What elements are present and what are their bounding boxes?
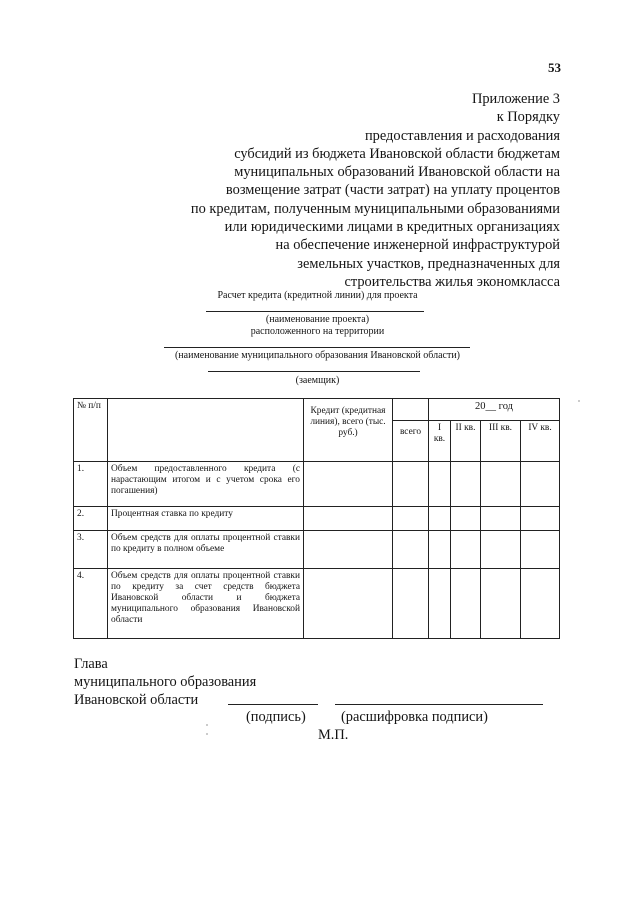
form-title: Расчет кредита (кредитной линии) для проекта bbox=[217, 290, 418, 301]
signature-line-3: Ивановской области bbox=[74, 692, 199, 708]
cell-q2 bbox=[451, 569, 481, 639]
cell-q4 bbox=[521, 462, 560, 507]
signature-line-1: Глава bbox=[74, 656, 108, 672]
row-indicator: Объем средств для оплаты процентной ставки по кредиту в полном объеме bbox=[108, 531, 304, 569]
cell-q1 bbox=[429, 569, 451, 639]
cell-credit bbox=[304, 531, 393, 569]
table-row bbox=[74, 531, 560, 569]
row-indicator: Объем предоставленного кредита (с нарастающим итогом и с учетом срока его погашения) bbox=[108, 462, 304, 507]
row-num: 4. bbox=[74, 569, 108, 639]
stamp-place: М.П. bbox=[318, 727, 349, 743]
row-indicator: Процентная ставка по кредиту bbox=[108, 507, 304, 531]
header-year: 20__ год bbox=[429, 399, 560, 421]
cell-total bbox=[393, 462, 429, 507]
header-indicator bbox=[108, 399, 304, 462]
borrower-line bbox=[208, 371, 420, 372]
cell-q1 bbox=[429, 531, 451, 569]
credit-table bbox=[73, 398, 560, 639]
header-total: всего bbox=[393, 421, 429, 462]
row-indicator: Объем средств для оплаты процентной ставки по кредиту за счет средств бюджета Ивановской области и бюджета муниципального образования Ивановской области bbox=[108, 569, 304, 639]
cell-q2 bbox=[451, 531, 481, 569]
cell-q1 bbox=[429, 507, 451, 531]
appendix-line: предоставления и расходования bbox=[364, 127, 560, 144]
page-number: 53 bbox=[548, 60, 561, 75]
header-q2: II кв. bbox=[451, 421, 481, 462]
signature-decode-field bbox=[335, 704, 543, 705]
cell-total bbox=[393, 569, 429, 639]
row-num: 1. bbox=[74, 462, 108, 507]
header-blank bbox=[393, 399, 429, 421]
appendix-line: земельных участков, предназначенных для bbox=[297, 255, 560, 272]
appendix-line: Приложение 3 bbox=[471, 91, 560, 107]
scan-speck bbox=[578, 400, 580, 402]
project-name-line bbox=[206, 311, 424, 312]
cell-credit bbox=[304, 569, 393, 639]
row-num: 2. bbox=[74, 507, 108, 531]
location-caption: расположенного на территории bbox=[250, 326, 385, 337]
appendix-line: строительства жилья экономкласса bbox=[344, 273, 560, 290]
table-row bbox=[74, 569, 560, 639]
header-q4: IV кв. bbox=[521, 421, 560, 462]
cell-q2 bbox=[451, 462, 481, 507]
scan-speck bbox=[206, 724, 208, 726]
appendix-line: муниципальных образований Ивановской области на bbox=[234, 164, 560, 181]
appendix-line: возмещение затрат (части затрат) на уплату процентов bbox=[225, 182, 560, 199]
appendix-line: субсидий из бюджета Ивановской области бюджетам bbox=[234, 145, 560, 162]
cell-q2 bbox=[451, 507, 481, 531]
table-row bbox=[74, 507, 560, 531]
cell-q3 bbox=[481, 569, 521, 639]
cell-total bbox=[393, 531, 429, 569]
header-num: № п/п bbox=[74, 399, 108, 462]
cell-q4 bbox=[521, 569, 560, 639]
municipality-caption: (наименование муниципального образования Ивановской области) bbox=[174, 350, 461, 361]
signature-caption: (подпись) bbox=[246, 709, 306, 725]
signature-field bbox=[228, 704, 318, 705]
borrower-caption: (заемщик) bbox=[295, 375, 340, 386]
row-num: 3. bbox=[74, 531, 108, 569]
cell-credit bbox=[304, 462, 393, 507]
cell-credit bbox=[304, 507, 393, 531]
appendix-line: или юридическими лицами в кредитных организациях bbox=[224, 219, 560, 236]
cell-q4 bbox=[521, 531, 560, 569]
signature-line-2: муниципального образования bbox=[74, 674, 257, 690]
table-header-row bbox=[74, 399, 560, 421]
header-credit: Кредит (кредитная линия), всего (тыс. руб.) bbox=[304, 399, 393, 462]
project-caption: (наименование проекта) bbox=[265, 314, 370, 325]
decode-caption: (расшифровка подписи) bbox=[341, 709, 488, 725]
scan-speck bbox=[206, 733, 208, 735]
table-row bbox=[74, 462, 560, 507]
cell-q3 bbox=[481, 507, 521, 531]
header-q3: III кв. bbox=[481, 421, 521, 462]
appendix-line: к Порядку bbox=[496, 109, 560, 126]
cell-q1 bbox=[429, 462, 451, 507]
appendix-line: по кредитам, полученным муниципальными образованиями bbox=[190, 200, 560, 217]
header-q1: I кв. bbox=[429, 421, 451, 462]
cell-q4 bbox=[521, 507, 560, 531]
municipality-line bbox=[164, 347, 470, 348]
cell-q3 bbox=[481, 462, 521, 507]
cell-q3 bbox=[481, 531, 521, 569]
appendix-line: на обеспечение инженерной инфраструктурой bbox=[275, 237, 560, 254]
appendix-header bbox=[120, 90, 560, 291]
cell-total bbox=[393, 507, 429, 531]
